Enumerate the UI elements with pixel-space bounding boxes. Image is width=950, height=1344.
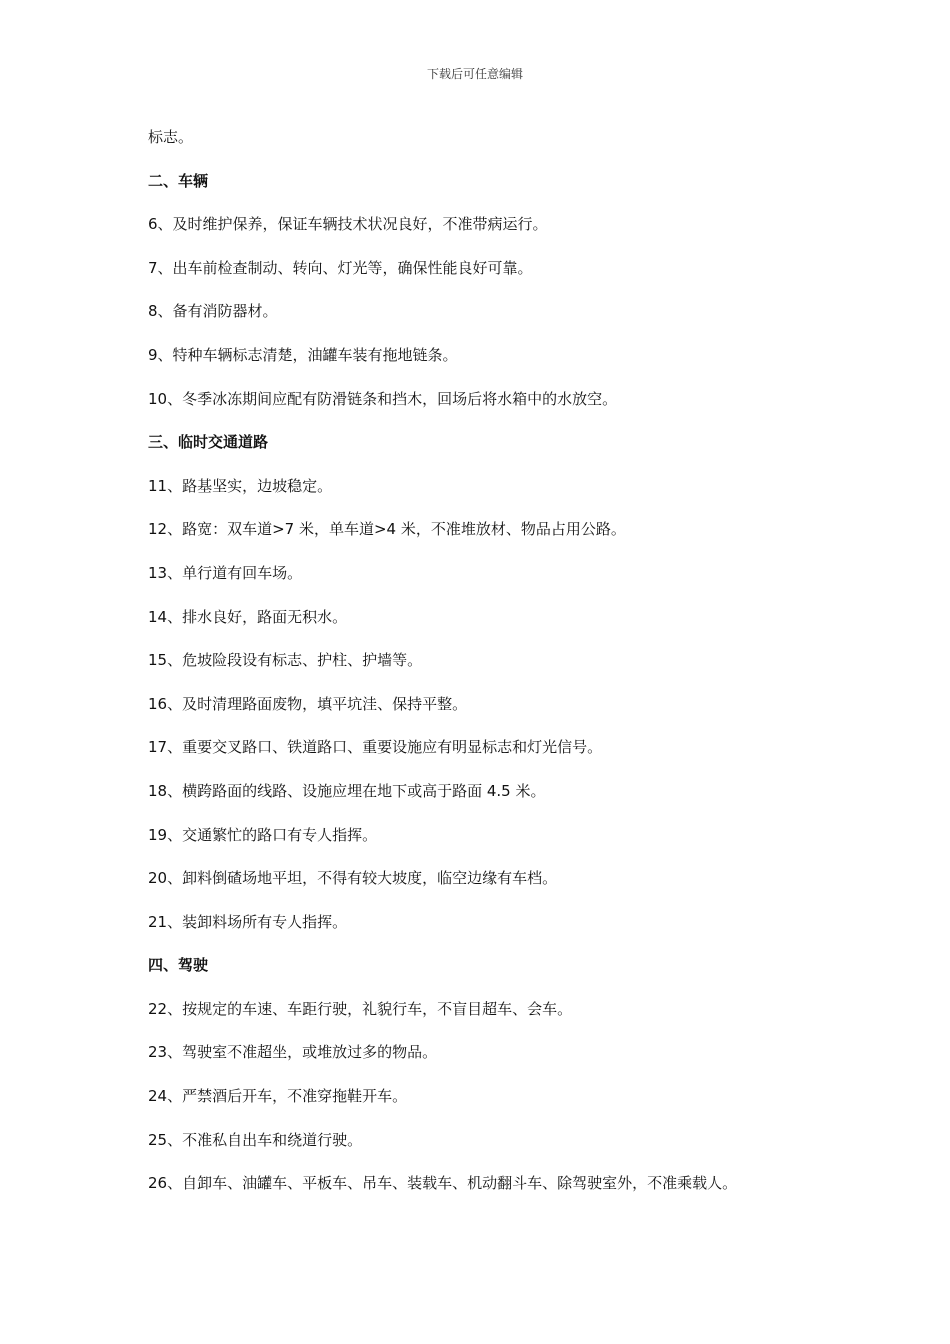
list-item-14: 14、排水良好，路面无积水。 (148, 607, 348, 626)
list-item-10: 10、冬季冰冻期间应配有防滑链条和挡木，回场后将水箱中的水放空。 (148, 389, 618, 408)
list-item-18: 18、横跨路面的线路、设施应埋在地下或高于路面 4.5 米。 (148, 781, 546, 800)
list-item-24: 24、严禁酒后开车，不准穿拖鞋开车。 (148, 1087, 408, 1106)
document-body (148, 125, 848, 1215)
section-heading-roads: 三、临时交通道路 (148, 433, 269, 452)
list-item-8: 8、备有消防器材。 (148, 302, 278, 321)
list-item-25: 25、不准私自出车和绕道行驶。 (148, 1130, 363, 1149)
list-item-7: 7、出车前检查制动、转向、灯光等，确保性能良好可靠。 (148, 258, 533, 277)
list-item-15: 15、危坡险段设有标志、护柱、护墙等。 (148, 651, 423, 670)
page-header: 下载后可任意编辑 (426, 67, 523, 81)
section-heading-driving: 四、驾驶 (148, 956, 209, 975)
list-item-9: 9、特种车辆标志清楚，油罐车装有拖地链条。 (148, 345, 458, 364)
list-item-17: 17、重要交叉路口、铁道路口、重要设施应有明显标志和灯光信号。 (148, 738, 603, 757)
list-item-11: 11、路基坚实，边坡稳定。 (148, 476, 333, 495)
list-item-19: 19、交通繁忙的路口有专人指挥。 (148, 825, 378, 844)
list-item-22: 22、按规定的车速、车距行驶，礼貌行车，不盲目超车、会车。 (148, 999, 573, 1018)
list-item-16: 16、及时清理路面废物，填平坑洼、保持平整。 (148, 694, 468, 713)
list-item-6: 6、及时维护保养，保证车辆技术状况良好，不准带病运行。 (148, 215, 548, 234)
paragraph-continuation: 标志。 (148, 128, 194, 146)
list-item-20: 20、卸料倒碴场地平坦，不得有较大坡度，临空边缘有车档。 (148, 869, 558, 888)
list-item-26: 26、自卸车、油罐车、平板车、吊车、装载车、机动翻斗车、除驾驶室外，不准乘载人。 (148, 1174, 738, 1193)
list-item-12: 12、路宽：双车道>7 米，单车道>4 米，不准堆放材、物品占用公路。 (148, 520, 626, 539)
list-item-23: 23、驾驶室不准超坐，或堆放过多的物品。 (148, 1043, 438, 1062)
list-item-21: 21、装卸料场所有专人指挥。 (148, 912, 348, 931)
list-item-13: 13、单行道有回车场。 (148, 563, 303, 582)
section-heading-vehicles: 二、车辆 (148, 171, 209, 190)
